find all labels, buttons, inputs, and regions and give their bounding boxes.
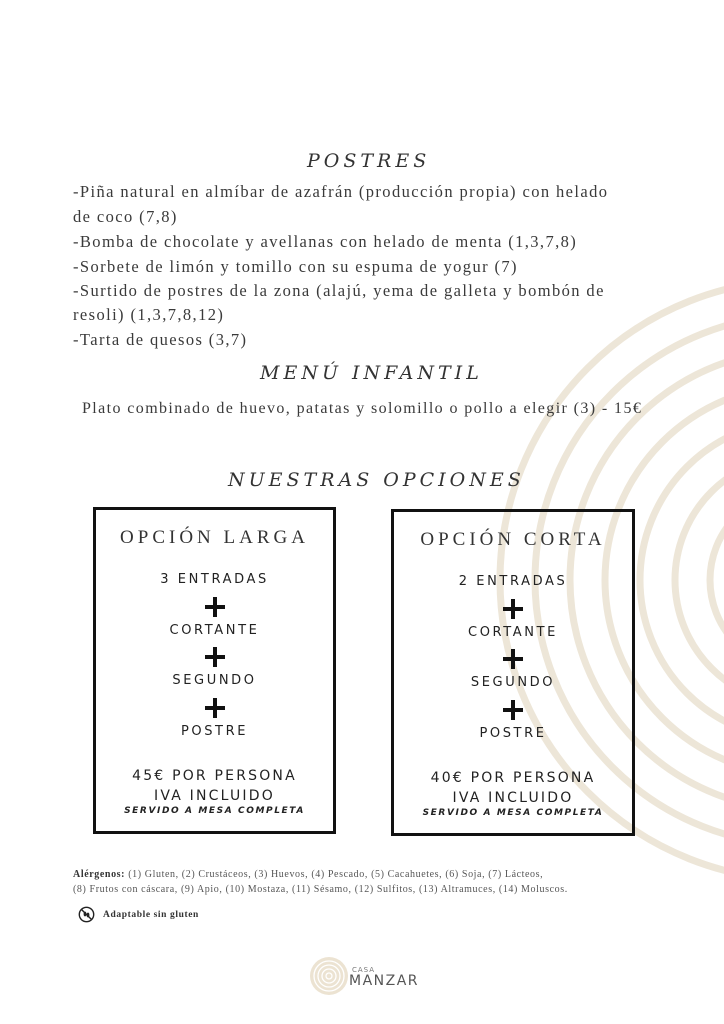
dessert-line: -Bomba de chocolate y avellanas con helado de menta (1,3,7,8): [73, 232, 578, 251]
dessert-line: resoli) (1,3,7,8,12): [73, 305, 225, 324]
brand-small: CASA: [352, 966, 376, 974]
option-long-item: SEGUNDO: [172, 673, 257, 688]
brand-logo-mark: [309, 956, 349, 996]
option-short-item: SEGUNDO: [470, 675, 556, 690]
plus-icon: [503, 649, 523, 669]
option-long-item: 3 ENTRADAS: [160, 572, 269, 587]
option-short-card: [391, 509, 635, 836]
option-long-title: OPCIÓN LARGA: [120, 527, 309, 548]
option-long-served: SERVIDO A MESA COMPLETA: [124, 806, 305, 816]
option-short-title: OPCIÓN CORTA: [420, 529, 606, 550]
option-short-item: CORTANTE: [468, 625, 558, 640]
options-title: NUESTRAS OPCIONES: [228, 469, 525, 491]
dessert-line: -Surtido de postres de la zona (alajú, yema de galleta y bombón de: [73, 281, 605, 300]
plus-icon: [205, 597, 225, 617]
allergens-text-1: (1) Gluten, (2) Crustáceos, (3) Huevos, (4) Pescado, (5) Cacahuetes, (6) Soja, (7) Lácteos,: [125, 869, 544, 880]
dessert-line: -Tarta de quesos (3,7): [73, 330, 248, 349]
gluten-free-note: Adaptable sin gluten: [103, 910, 199, 920]
plus-icon: [503, 700, 523, 720]
option-short-item: 2 ENTRADAS: [458, 574, 568, 589]
option-long-vat: IVA INCLUIDO: [154, 788, 275, 804]
option-short-served: SERVIDO A MESA COMPLETA: [422, 808, 604, 818]
plus-icon: [205, 647, 225, 667]
plus-icon: [205, 698, 225, 718]
option-long-price: 45€ POR PERSONA: [132, 768, 297, 784]
option-short-vat: IVA INCLUIDO: [452, 790, 574, 806]
allergens-line-2: (8) Frutos con cáscara, (9) Apio, (10) Mostaza, (11) Sésamo, (12) Sulfitos, (13) Altramuces, (14) Moluscos.: [73, 884, 568, 895]
desserts-title: POSTRES: [307, 150, 431, 172]
dessert-line: -Sorbete de limón y tomillo con su espuma de yogur (7): [73, 257, 518, 276]
kids-menu-title: MENÚ INFANTIL: [260, 362, 483, 384]
option-long-item: CORTANTE: [169, 623, 260, 638]
option-long-card: [93, 507, 336, 834]
allergens-label: Alérgenos:: [73, 869, 126, 880]
crossed-grain-icon: [78, 906, 95, 923]
kids-menu-line: Plato combinado de huevo, patatas y solomillo o pollo a elegir (3) - 15€: [82, 400, 643, 417]
plus-icon: [503, 599, 523, 619]
option-long-item: POSTRE: [180, 724, 249, 739]
allergens-line-1: [73, 869, 543, 880]
brand-name: MANZAR: [349, 973, 420, 989]
option-short-item: POSTRE: [479, 726, 547, 741]
option-short-price: 40€ POR PERSONA: [430, 770, 596, 786]
dessert-line: -Piña natural en almíbar de azafrán (producción propia) con helado: [73, 182, 609, 201]
dessert-line: de coco (7,8): [73, 207, 178, 226]
